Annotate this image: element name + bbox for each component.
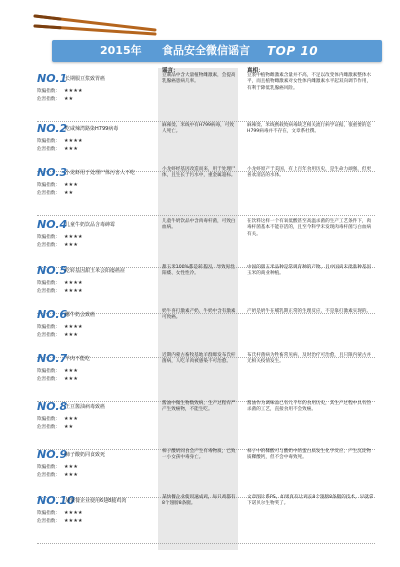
truth-text: 产奶是奶牛在哺乳期正常的生理反应，不是靠打激素实现的。 bbox=[247, 309, 372, 314]
deceive-label: 欺骗指数： bbox=[37, 281, 60, 286]
deceive-rating bbox=[37, 368, 78, 374]
item-number: NO.7 bbox=[37, 352, 68, 365]
item-divider bbox=[37, 215, 375, 216]
harm-rating bbox=[37, 146, 78, 152]
deceive-rating bbox=[37, 234, 83, 240]
deceive-stars: ★★★★ bbox=[64, 234, 83, 240]
item-number: NO.9 bbox=[37, 448, 68, 461]
harm-label: 危害指数： bbox=[37, 377, 60, 382]
truth-text: 酱油作为调味品已有几千年的食用历史，其生产过程中具有热杀菌的工艺，直接食用不会致癌。 bbox=[247, 401, 372, 413]
deceive-stars: ★★★★ bbox=[64, 510, 83, 516]
item-number: NO.2 bbox=[37, 122, 68, 135]
rumor-item bbox=[37, 264, 375, 314]
banner-title: 食品安全微信谣言 bbox=[162, 44, 250, 57]
rumor-item bbox=[37, 400, 375, 450]
deceive-rating bbox=[37, 88, 83, 94]
deceive-label: 欺骗指数： bbox=[37, 417, 60, 422]
truth-text: 麻辣烫、米线携载致病毒缺乏相关流行病学证据，很重要的是H799病毒并不存在，文章系杜撰。 bbox=[247, 123, 372, 135]
item-divider bbox=[37, 543, 375, 544]
item-number: NO.1 bbox=[37, 72, 68, 85]
deceive-label: 欺骗指数： bbox=[37, 235, 60, 240]
item-title: 王豆酱油病毒致癌 bbox=[65, 404, 106, 410]
deceive-label: 欺骗指数： bbox=[37, 139, 60, 144]
item-title: 某快餐企业使用6翅8腿鸡肉 bbox=[65, 498, 127, 504]
harm-label: 危害指数： bbox=[37, 333, 60, 338]
harm-rating bbox=[37, 472, 78, 478]
rumor-text: 麻辣烫、米线中有H799病毒，可致人死亡。 bbox=[162, 123, 234, 135]
title-banner bbox=[52, 40, 382, 62]
deceive-label: 欺骗指数： bbox=[37, 369, 60, 374]
rumor-text: 柿子酸奶同食会产生有毒物质，已致一小女孩中毒身亡。 bbox=[162, 449, 236, 461]
truth-text: 小龙虾原产于美国，有上百年食用历史，是生命力顽强，但更喜欢清洁的水体。 bbox=[247, 167, 372, 179]
harm-stars: ★★★ bbox=[64, 472, 79, 478]
harm-label: 危害指数： bbox=[37, 243, 60, 248]
harm-rating bbox=[37, 424, 73, 430]
rumor-item bbox=[37, 448, 375, 498]
item-title: 哪牛奶会致癌 bbox=[65, 312, 96, 318]
deceive-stars: ★★★★ bbox=[64, 280, 83, 286]
truth-text: 布氏杆菌病为牲畜常见病，及时治疗可治愈，且只限内蒙古并无相关疫情发生。 bbox=[247, 353, 372, 365]
item-title: 羊肉不能吃 bbox=[65, 356, 91, 362]
harm-rating bbox=[37, 376, 78, 382]
harm-stars: ★★ bbox=[64, 424, 74, 430]
rumor-item bbox=[37, 352, 375, 402]
item-number: NO.3 bbox=[37, 166, 68, 179]
deceive-stars: ★★★ bbox=[64, 368, 79, 374]
deceive-rating bbox=[37, 464, 78, 470]
deceive-stars: ★★★ bbox=[64, 416, 79, 422]
deceive-label: 欺骗指数： bbox=[37, 183, 60, 188]
harm-rating bbox=[37, 242, 78, 248]
harm-stars: ★★★ bbox=[64, 146, 79, 152]
rumor-item bbox=[37, 494, 375, 544]
deceive-rating bbox=[37, 416, 78, 422]
harm-stars: ★★★ bbox=[64, 376, 79, 382]
rumor-item bbox=[37, 308, 375, 358]
harm-label: 危害指数： bbox=[37, 191, 60, 196]
item-number: NO.8 bbox=[37, 400, 68, 413]
harm-stars: ★★★ bbox=[64, 242, 79, 248]
deceive-stars: ★★★★ bbox=[64, 138, 83, 144]
deceive-rating bbox=[37, 510, 83, 516]
rumor-text: 酱油中微生物数致病，生产过程有严产生致癌物，不能生吃。 bbox=[162, 401, 236, 413]
rumor-text: 甜玉米100%都是转基因，导致男性阳痿、女性性冷。 bbox=[162, 265, 235, 277]
truth-text: 柿子中的鞣酸可与酸奶中的蛋白质发生化学反应，产生沉淀物质鞣酸钙，但不会中毒致死。 bbox=[247, 449, 372, 461]
harm-stars: ★★ bbox=[64, 190, 74, 196]
deceive-stars: ★★★ bbox=[64, 182, 79, 188]
rumor-item bbox=[37, 122, 375, 172]
harm-stars: ★★★★ bbox=[64, 288, 83, 294]
harm-label: 危害指数： bbox=[37, 519, 60, 524]
item-number: NO.6 bbox=[37, 308, 68, 321]
harm-label: 危害指数： bbox=[37, 425, 60, 430]
item-number: NO.4 bbox=[37, 218, 68, 231]
harm-rating bbox=[37, 518, 83, 524]
harm-label: 危害指数： bbox=[37, 289, 60, 294]
harm-stars: ★★★ bbox=[64, 332, 79, 338]
item-number: NO.5 bbox=[37, 264, 68, 277]
truth-text: 在饮料这样一个有氧低酸甚至高温杀菌的生产工艺条件下，肉毒杆菌基本不能存活的，且至今科学未发现肉毒杆菌与白血病有关。 bbox=[247, 219, 372, 237]
rumor-text: 小龙虾经基因改造而来，用于处理尸体，且生长于污水中，重金属超标。 bbox=[162, 167, 236, 179]
harm-rating bbox=[37, 96, 73, 102]
footer-band bbox=[0, 551, 400, 567]
deceive-label: 欺骗指数： bbox=[37, 89, 60, 94]
deceive-label: 欺骗指数： bbox=[37, 325, 60, 330]
rumor-text: 豆制品中含大量植物雌激素，会提高乳腺癌患病几率。 bbox=[162, 73, 236, 85]
harm-rating bbox=[37, 190, 73, 196]
truth-column-header: 真相： bbox=[247, 68, 264, 74]
item-title: 儿童牛奶饮品含毒砷霉 bbox=[65, 222, 116, 228]
banner-year: 2015年 bbox=[100, 44, 142, 57]
deceive-label: 欺骗指数： bbox=[37, 465, 60, 470]
item-title: 长期服豆浆致胃癌 bbox=[65, 76, 106, 82]
harm-label: 危害指数： bbox=[37, 473, 60, 478]
rumor-item bbox=[37, 72, 375, 122]
rumor-item bbox=[37, 166, 375, 216]
rumor-text: 近期内蒙古畜牧基地羊群爆发布氏杆菌病，人吃羊肉被感染不可治愈。 bbox=[162, 353, 236, 365]
rumor-text: 儿童牛奶饮品中含肉毒杆菌，可致白血病。 bbox=[162, 219, 236, 231]
rumor-column-header: 谣言： bbox=[162, 68, 179, 74]
truth-text: 文章图片系PS。如果真有让鸡长8个翅膀8条腿的技术，早就拿下诺贝尔生物奖了。 bbox=[247, 495, 374, 507]
deceive-label: 欺骗指数： bbox=[37, 511, 60, 516]
rumor-item bbox=[37, 218, 375, 268]
rumor-text: 某快餐企业使用速成鸡，每只鸡都有8个翅膀8条腿。 bbox=[162, 495, 236, 507]
item-title: 吃转基因甜玉米会阳痿癌症 bbox=[65, 268, 126, 274]
banner-top10: TOP 10 bbox=[267, 44, 319, 58]
deceive-rating bbox=[37, 182, 78, 188]
harm-label: 危害指数： bbox=[37, 147, 60, 152]
item-title: 柿子酸奶同食致死 bbox=[65, 452, 106, 458]
truth-text: 中国的甜玉米品种是常规育种的产物，且中国尚未批准种基因玉米的商业种植。 bbox=[247, 265, 372, 277]
rumor-text: 奶牛喜打激素产奶，牛奶中含有激素可致癌。 bbox=[162, 309, 236, 321]
item-number: NO.10 bbox=[37, 494, 75, 507]
item-title: 小龙虾用于处理尸体污害人不吃 bbox=[65, 170, 136, 176]
deceive-rating bbox=[37, 280, 83, 286]
item-title: 吃咸辣湾路染H799病毒 bbox=[65, 126, 119, 132]
deceive-stars: ★★★★ bbox=[64, 88, 83, 94]
deceive-stars: ★★★ bbox=[64, 464, 79, 470]
harm-rating bbox=[37, 332, 78, 338]
deceive-rating bbox=[37, 324, 83, 330]
harm-label: 危害指数： bbox=[37, 97, 60, 102]
harm-rating bbox=[37, 288, 83, 294]
truth-text: 豆浆中植物雌激素含量并不高，不足以改变体内雌激素整体水平，而且植物雌激素对女性体内雌激素水平起双向调节作用，有利于降低乳腺癌风险。 bbox=[247, 73, 372, 91]
harm-stars: ★★★★ bbox=[64, 518, 83, 524]
deceive-stars: ★★★★ bbox=[64, 324, 83, 330]
deceive-rating bbox=[37, 138, 83, 144]
harm-stars: ★★ bbox=[64, 96, 74, 102]
